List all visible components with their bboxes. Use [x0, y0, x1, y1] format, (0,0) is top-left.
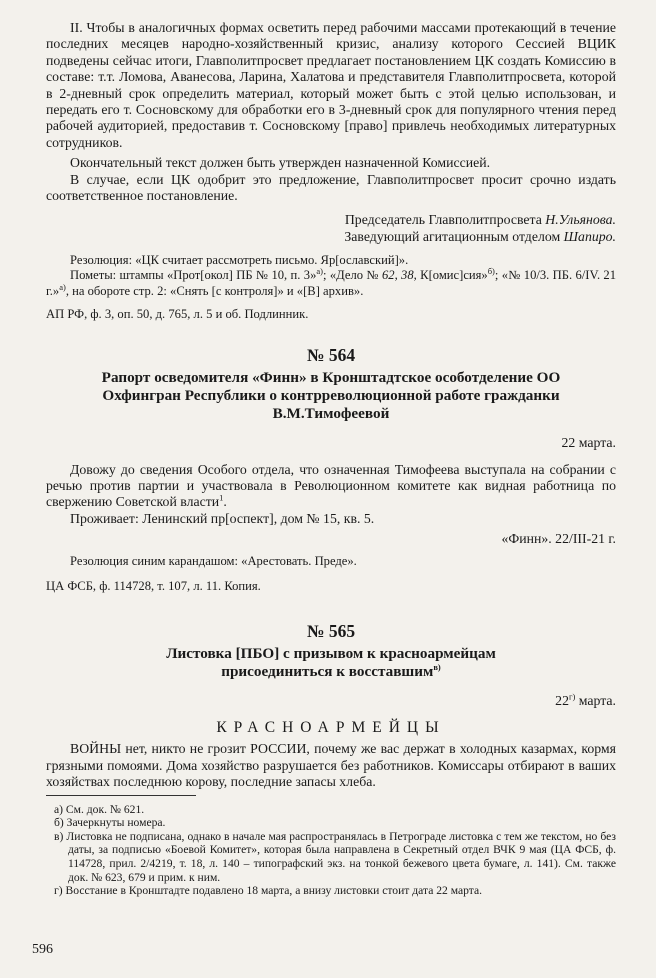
footnote-mark: б) — [54, 816, 64, 830]
footnote-ref: в) — [433, 661, 441, 672]
intro-paragraph-final-text: Окончательный текст должен быть утвержден назначенной Комиссией. — [70, 155, 491, 171]
signature-head-name: Шапиро. — [563, 228, 616, 244]
footnote-text: Листовка не подписана, однако в начале мая распространялась в Петрограде листовка с тем же текстом, но без даты, за подписью «Боевой Комитет», которая была направлена в Секретный отдел ВЧК 9 мая (ЦА ФСБ, ф. 114728, прил. 2/4219, т. 18, л. 140 – типографский экз. на тонкой бежевого цвета бумаге, л. 141). См. также док. № 623, 679 и прим. к ним. — [66, 829, 616, 884]
footnote-ref: 1 — [219, 492, 224, 503]
footnote-item — [46, 816, 616, 830]
footnote-text: Зачеркнуты номера. — [66, 816, 166, 830]
doc565-title-text: Листовка [ПБО] с призывом к красноармейцам присоединиться к восставшим — [166, 644, 496, 680]
doc564-number: № 564 — [306, 345, 356, 366]
doc564-paragraph-main — [46, 462, 616, 511]
footnote-text: См. док. № 621. — [65, 802, 145, 816]
doc564-resolution: Резолюция синим карандашом: «Арестовать. Преде». — [70, 553, 357, 568]
footnote-ref: г) — [568, 691, 576, 702]
intro-paragraph-main: II. Чтобы в аналогичных формах осветить перед рабочими массами протекающий в течение последних месяцев народно-хозяйственный кризис, анализу которого Сессией ВЦИК подведены сейчас итоги, Главполитпросвет предлагает постановлением ЦК создать Комиссию в составе: т.т. Ломова, Аванесова, Ларина, Халатова и представителя Главполитпросвета, которой в 2-дневный срок определить материал, который может быть с этой целью использован, и передать его т. Сосновскому для обработки его в 3-дневный срок для популярного чтения перед рабочей аудиторией, предоставив т. Сосновскому [право] привлечь необходимых литературных сотрудников. — [46, 20, 616, 150]
marks-text: К[омис]сия» — [420, 268, 488, 283]
signature-chair-role: Председатель Главполитпросвета — [344, 212, 542, 228]
page-number: 596 — [32, 942, 53, 957]
footnote-item — [46, 830, 616, 884]
signature-head-role: Заведующий агитационным отделом — [344, 228, 561, 244]
footnote-mark: в) — [54, 829, 64, 843]
footnote-divider — [46, 795, 196, 796]
doc565-date — [46, 693, 616, 709]
intro-resolution: Резолюция: «ЦК считает рассмотреть письмо. Яр[ославский]». — [70, 253, 409, 268]
doc564-address: Проживает: Ленинский пр[оспект], дом № 15, кв. 5. — [70, 510, 375, 526]
signature-chair-name: Н.Ульянова. — [545, 212, 616, 228]
footnote-mark: г) — [54, 884, 63, 898]
doc564-source: ЦА ФСБ, ф. 114728, т. 107, л. 11. Копия. — [46, 578, 261, 593]
doc565-number: № 565 — [306, 620, 356, 641]
doc565-heading: КРАСНОАРМЕЙЦЫ — [216, 719, 446, 737]
intro-marks — [46, 268, 616, 298]
doc564-title: Рапорт осведомителя «Финн» в Кронштадтское особотделение ОО Охфингран Республики о контрреволюционной работе гражданки В.М.Тимофеевой — [101, 369, 561, 423]
doc564-signature: «Финн». 22/III-21 г. — [501, 531, 616, 547]
doc565-title — [46, 645, 616, 681]
doc565-paragraph-main: ВОЙНЫ нет, никто не грозит РОССИИ, почему же вас держат в холодных казармах, кормя грязными помоями. Дома хозяйство разрушается без работников. Комиссары отбирают в ваших хозяйствах последнюю корову, последние запасы хлеба. — [46, 741, 616, 790]
marks-text: ; «№ 10/3. ПБ. 6/IV. 21 г.» — [46, 268, 617, 298]
doc565-date-word: марта. — [575, 692, 616, 708]
doc564-paragraph-text: Довожу до сведения Особого отдела, что означенная Тимофеева выступала на собрании с речью против партии и участвовала в Революционном комитете как видная работница по свержению Советской власти — [46, 461, 616, 510]
footnote-mark: а) — [54, 802, 64, 816]
footnote-ref: а) — [59, 281, 66, 292]
intro-paragraph-request: В случае, если ЦК одобрит это предложение, Главполитпросвет просит срочно издать соответственное постановление. — [46, 171, 616, 204]
footnote-item — [46, 884, 616, 898]
marks-text: Пометы: штампы «Прот[окол] ПБ № 10, п. 3» — [70, 268, 317, 283]
marks-italic: 62, 38, — [381, 268, 417, 283]
marks-text: ; «Дело № — [322, 268, 379, 283]
footnote-item — [46, 803, 616, 817]
intro-source: АП РФ, ф. 3, оп. 50, д. 765, л. 5 и об. Подлинник. — [46, 306, 309, 321]
footnote-ref: б) — [487, 266, 495, 277]
signature-chair — [46, 212, 616, 228]
doc564-date: 22 марта. — [561, 435, 616, 451]
footnote-text: Восстание в Кронштадте подавлено 18 марта, а внизу листовки стоит дата 22 марта. — [65, 884, 483, 898]
footnotes — [46, 795, 616, 898]
doc564-paragraph-end: . — [223, 494, 227, 510]
marks-text: , на обороте стр. 2: «Снять [с контроля]» и «[В] архив». — [65, 283, 364, 298]
footnote-ref: а) — [316, 266, 323, 277]
doc565-date-number: 22 — [555, 692, 569, 708]
signature-head — [46, 229, 616, 245]
